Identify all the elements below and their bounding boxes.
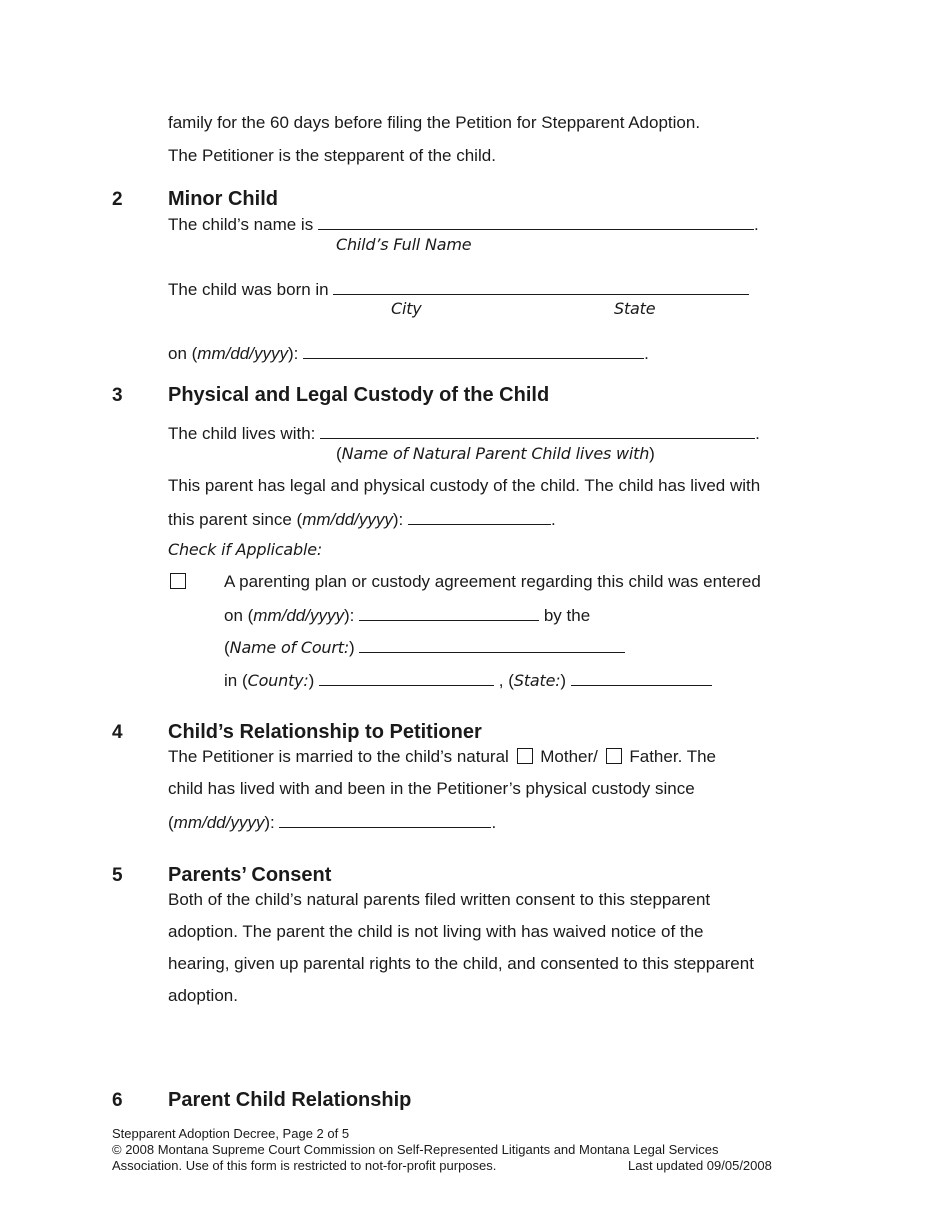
plan-date-prefix: on ( — [224, 606, 254, 625]
consent-line-2: adoption. The parent the child is not living with has waived notice of the — [168, 922, 704, 941]
relationship-line-2: child has lived with and been in the Petitioner’s physical custody since — [168, 779, 695, 798]
city-caption: City — [391, 299, 422, 318]
custody-since-format: mm/dd/yyyy — [302, 510, 393, 529]
section-4-number: 4 — [112, 722, 123, 743]
state-field[interactable] — [571, 669, 712, 686]
child-name-field[interactable] — [318, 213, 754, 230]
state-label: State: — [513, 671, 561, 690]
married-row — [168, 747, 716, 767]
birthplace-field[interactable] — [333, 278, 749, 295]
plan-date-format: mm/dd/yyyy — [253, 606, 344, 625]
consent-line-3: hearing, given up parental rights to the child, and consented to this stepparent — [168, 954, 754, 973]
birthdate-suffix: ): — [287, 344, 299, 363]
county-field[interactable] — [319, 669, 494, 686]
lives-with-label: The child lives with: — [168, 424, 316, 443]
child-name-row: The child’s name is . — [168, 215, 759, 234]
relationship-date-row: (mm/dd/yyyy): . — [168, 813, 497, 832]
father-checkbox[interactable] — [606, 748, 622, 764]
consent-line-1: Both of the child’s natural parents filed written consent to this stepparent — [168, 890, 711, 909]
section-3-number: 3 — [112, 385, 123, 406]
birthdate-prefix: on ( — [168, 344, 198, 363]
section-5-number: 5 — [112, 865, 123, 886]
intro-line-1: family for the 60 days before filing the Petition for Stepparent Adoption. — [168, 113, 701, 132]
birthdate-row: on (mm/dd/yyyy): . — [168, 344, 649, 363]
section-2-heading: Minor Child — [168, 188, 278, 210]
section-3-heading: Physical and Legal Custody of the Child — [168, 384, 550, 406]
birthplace-row — [168, 278, 749, 300]
county-label: County: — [247, 671, 309, 690]
footer-copyright: © 2008 Montana Supreme Court Commission on Self-Represented Litigants and Montana Legal Services — [112, 1142, 719, 1157]
footer-usage: Association. Use of this form is restricted to not-for-profit purposes. — [112, 1158, 497, 1173]
section-2-number: 2 — [112, 189, 123, 210]
mother-checkbox[interactable] — [517, 748, 533, 764]
county-state-row — [224, 669, 712, 691]
plan-date-suffix: ): — [343, 606, 355, 625]
state-open: , ( — [498, 671, 514, 690]
relationship-date-field[interactable] — [279, 811, 491, 828]
check-if-applicable: Check if Applicable: — [168, 540, 323, 559]
plan-date-row — [224, 604, 590, 626]
consent-line-4: adoption. — [168, 986, 238, 1005]
birthdate-field[interactable] — [303, 342, 644, 359]
parenting-plan-line-1: A parenting plan or custody agreement regarding this child was entered — [224, 572, 761, 591]
mother-label: Mother/ — [540, 747, 598, 766]
footer-page-info: Stepparent Adoption Decree, Page 2 of 5 — [112, 1126, 350, 1141]
section-6-number: 6 — [112, 1090, 123, 1111]
married-label: The Petitioner is married to the child’s natural — [168, 747, 509, 766]
state-caption: State — [614, 299, 656, 318]
court-close: ) — [349, 638, 355, 657]
birthplace-label: The child was born in — [168, 280, 329, 299]
section-6-heading: Parent Child Relationship — [168, 1089, 412, 1111]
custody-since-field[interactable] — [408, 508, 551, 525]
section-5-heading: Parents’ Consent — [168, 864, 332, 886]
lives-caption-open: ( — [336, 444, 342, 463]
child-name-caption: Child’s Full Name — [336, 235, 472, 254]
county-prefix: in ( — [224, 671, 248, 690]
court-open: ( — [224, 638, 230, 657]
court-row — [224, 636, 625, 658]
relationship-date-suffix: ): — [264, 813, 275, 832]
custody-since-prefix: this parent since ( — [168, 510, 303, 529]
lives-with-caption: Name of Natural Parent Child lives with — [341, 444, 650, 463]
state-close: ) — [560, 671, 567, 690]
parenting-plan-checkbox[interactable] — [170, 573, 186, 589]
plan-by-label: by the — [543, 606, 591, 625]
lives-with-row: The child lives with: . — [168, 424, 760, 443]
court-label: Name of Court: — [229, 638, 350, 657]
county-close: ) — [308, 671, 315, 690]
custody-since-suffix: ): — [392, 510, 404, 529]
lives-caption-close: ) — [649, 444, 655, 463]
father-label: Father. The — [629, 747, 717, 766]
section-4-heading: Child’s Relationship to Petitioner — [168, 721, 482, 743]
court-field[interactable] — [359, 636, 625, 653]
relationship-date-format: mm/dd/yyyy — [173, 813, 265, 832]
footer-updated: Last updated 09/05/2008 — [628, 1158, 772, 1173]
lives-with-caption-row — [336, 444, 655, 464]
birthdate-format: mm/dd/yyyy — [197, 344, 288, 363]
custody-line-2: this parent since (mm/dd/yyyy): . — [168, 510, 556, 529]
plan-date-field[interactable] — [359, 604, 539, 621]
custody-line-1: This parent has legal and physical custody of the child. The child has lived with — [168, 476, 761, 495]
lives-with-field[interactable] — [320, 422, 755, 439]
child-name-label: The child’s name is — [168, 215, 314, 234]
intro-line-2: The Petitioner is the stepparent of the child. — [168, 146, 496, 165]
relationship-date-open: ( — [168, 813, 174, 832]
